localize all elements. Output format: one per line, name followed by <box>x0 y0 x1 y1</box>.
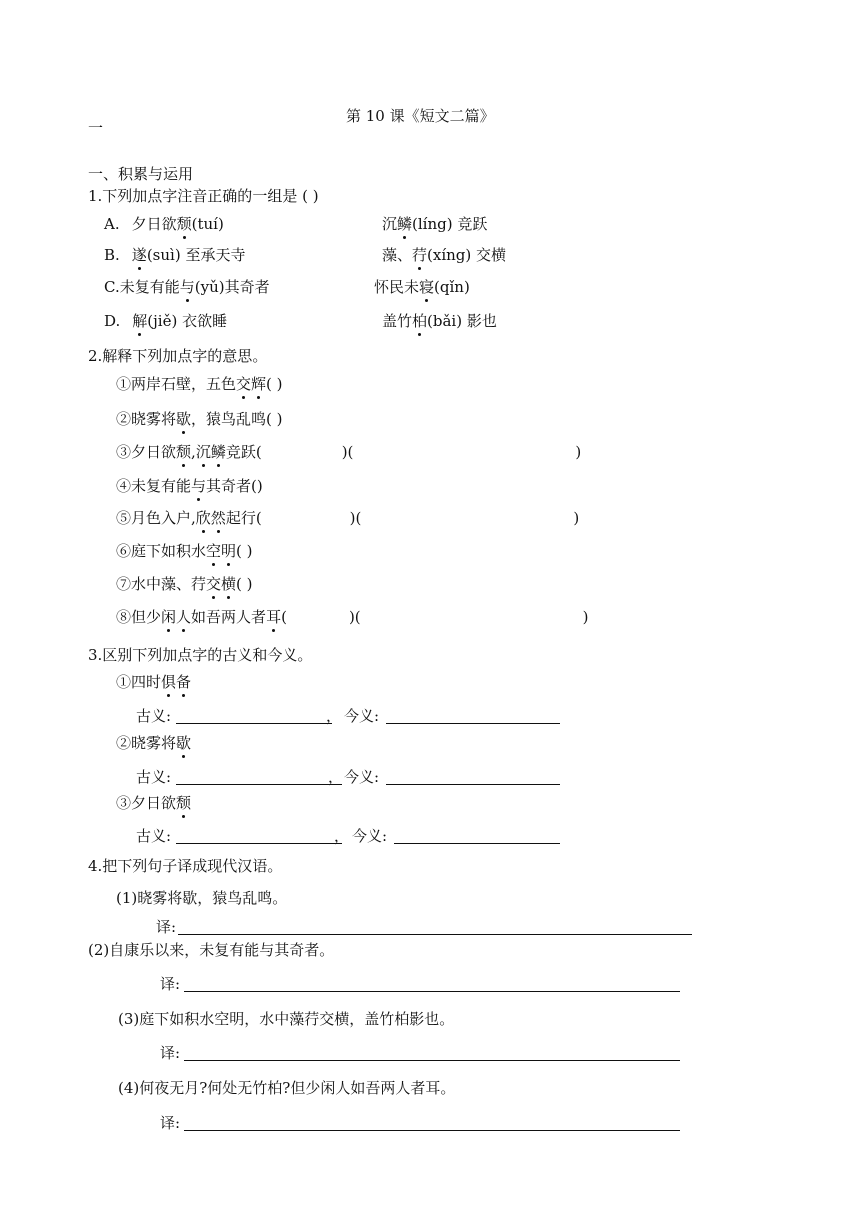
q2-item-4: ④未复有能与其奇者() <box>116 477 263 495</box>
q3-item-3-sep: ， <box>334 827 350 845</box>
q1-option-b-right: 藻、荇(xíng) 交横 <box>382 246 507 264</box>
q1-option-a-left: A. 夕日欲颓(tuí) <box>104 215 224 233</box>
q3-item-2-jin-label: 今义: <box>344 768 380 786</box>
q2-item-1: ①两岸石壁，五色交辉( ) <box>116 375 283 393</box>
q3-item-2-jin-blank[interactable] <box>386 784 560 785</box>
q2-item-3: ③夕日欲颓,沉鳞竞跃( )( ) <box>116 443 582 461</box>
q4-sentence-4: (4)何夜无月?何处无竹柏?但少闲人如吾两人者耳。 <box>118 1079 456 1097</box>
q3-item-3-gu-blank[interactable] <box>176 843 342 844</box>
q4-yi-label-4: 译: <box>160 1114 181 1132</box>
q2-item-2: ②晓雾将歇，猿鸟乱鸣( ) <box>116 410 283 428</box>
section-heading: 一、积累与运用 <box>88 165 194 183</box>
q3-item-1-jin-blank[interactable] <box>386 723 560 724</box>
q2-stem: 2.解释下列加点字的意思。 <box>88 347 268 365</box>
q4-answer-line-1[interactable] <box>178 934 692 935</box>
q1-option-b-left: B. 遂(suì) 至承天寺 <box>104 246 246 264</box>
q3-item-2-sep: ， <box>328 768 344 786</box>
q4-sentence-2: (2)自康乐以来，未复有能与其奇者。 <box>88 941 335 959</box>
stray-mark: 一 <box>88 119 104 137</box>
q3-item-3-phrase: ③夕日欲颓 <box>116 794 192 812</box>
q1-option-d-right: 盖竹柏(bǎi) 影也 <box>382 312 497 330</box>
q4-answer-line-3[interactable] <box>184 1060 680 1061</box>
q4-yi-label-1: 译: <box>156 918 177 936</box>
q3-item-1-gu-blank[interactable] <box>176 723 332 724</box>
q1-stem: 1.下列加点字注音正确的一组是 ( ) <box>88 187 319 205</box>
q1-option-c-right: 怀民未寝(qǐn) <box>374 278 470 296</box>
q4-answer-line-2[interactable] <box>184 991 680 992</box>
q3-item-1-jin-label: 今义: <box>344 707 380 725</box>
q4-stem: 4.把下列句子译成现代汉语。 <box>88 857 283 875</box>
q1-option-a-right: 沉鳞(líng) 竞跃 <box>382 215 488 233</box>
q2-item-5: ⑤月色入户,欣然起行( )( ) <box>116 509 580 527</box>
q3-item-1-phrase: ①四时俱备 <box>116 673 192 691</box>
q3-item-2-gu-label: 古义: <box>136 768 172 786</box>
q3-item-3-jin-blank[interactable] <box>394 843 560 844</box>
q3-item-3-gu-label: 古义: <box>136 827 172 845</box>
q3-item-1-gu-label: 古义: <box>136 707 172 725</box>
q4-answer-line-4[interactable] <box>184 1130 680 1131</box>
q2-item-6: ⑥庭下如积水空明( ) <box>116 542 253 560</box>
q4-sentence-1: (1)晓雾将歇，猿鸟乱鸣。 <box>116 889 288 907</box>
q2-item-8: ⑧但少闲人如吾两人者耳( )( ) <box>116 608 589 626</box>
q3-item-2-gu-blank[interactable] <box>176 784 342 785</box>
q3-item-2-phrase: ②晓雾将歇 <box>116 734 192 752</box>
q2-item-7: ⑦水中藻、荇交横( ) <box>116 575 253 593</box>
q4-yi-label-3: 译: <box>160 1044 181 1062</box>
page-title: 第 10 课《短文二篇》 <box>346 107 495 125</box>
q3-item-1-sep: ， <box>326 707 342 725</box>
q3-item-3-jin-label: 今义: <box>352 827 388 845</box>
q1-option-d-left: D. 解(jiě) 衣欲睡 <box>104 312 228 330</box>
q1-option-c-left: C.未复有能与(yǔ)其奇者 <box>104 278 270 296</box>
q4-yi-label-2: 译: <box>160 975 181 993</box>
q4-sentence-3: (3)庭下如积水空明，水中藻荇交横，盖竹柏影也。 <box>118 1010 455 1028</box>
q3-stem: 3.区别下列加点字的古义和今义。 <box>88 646 313 664</box>
